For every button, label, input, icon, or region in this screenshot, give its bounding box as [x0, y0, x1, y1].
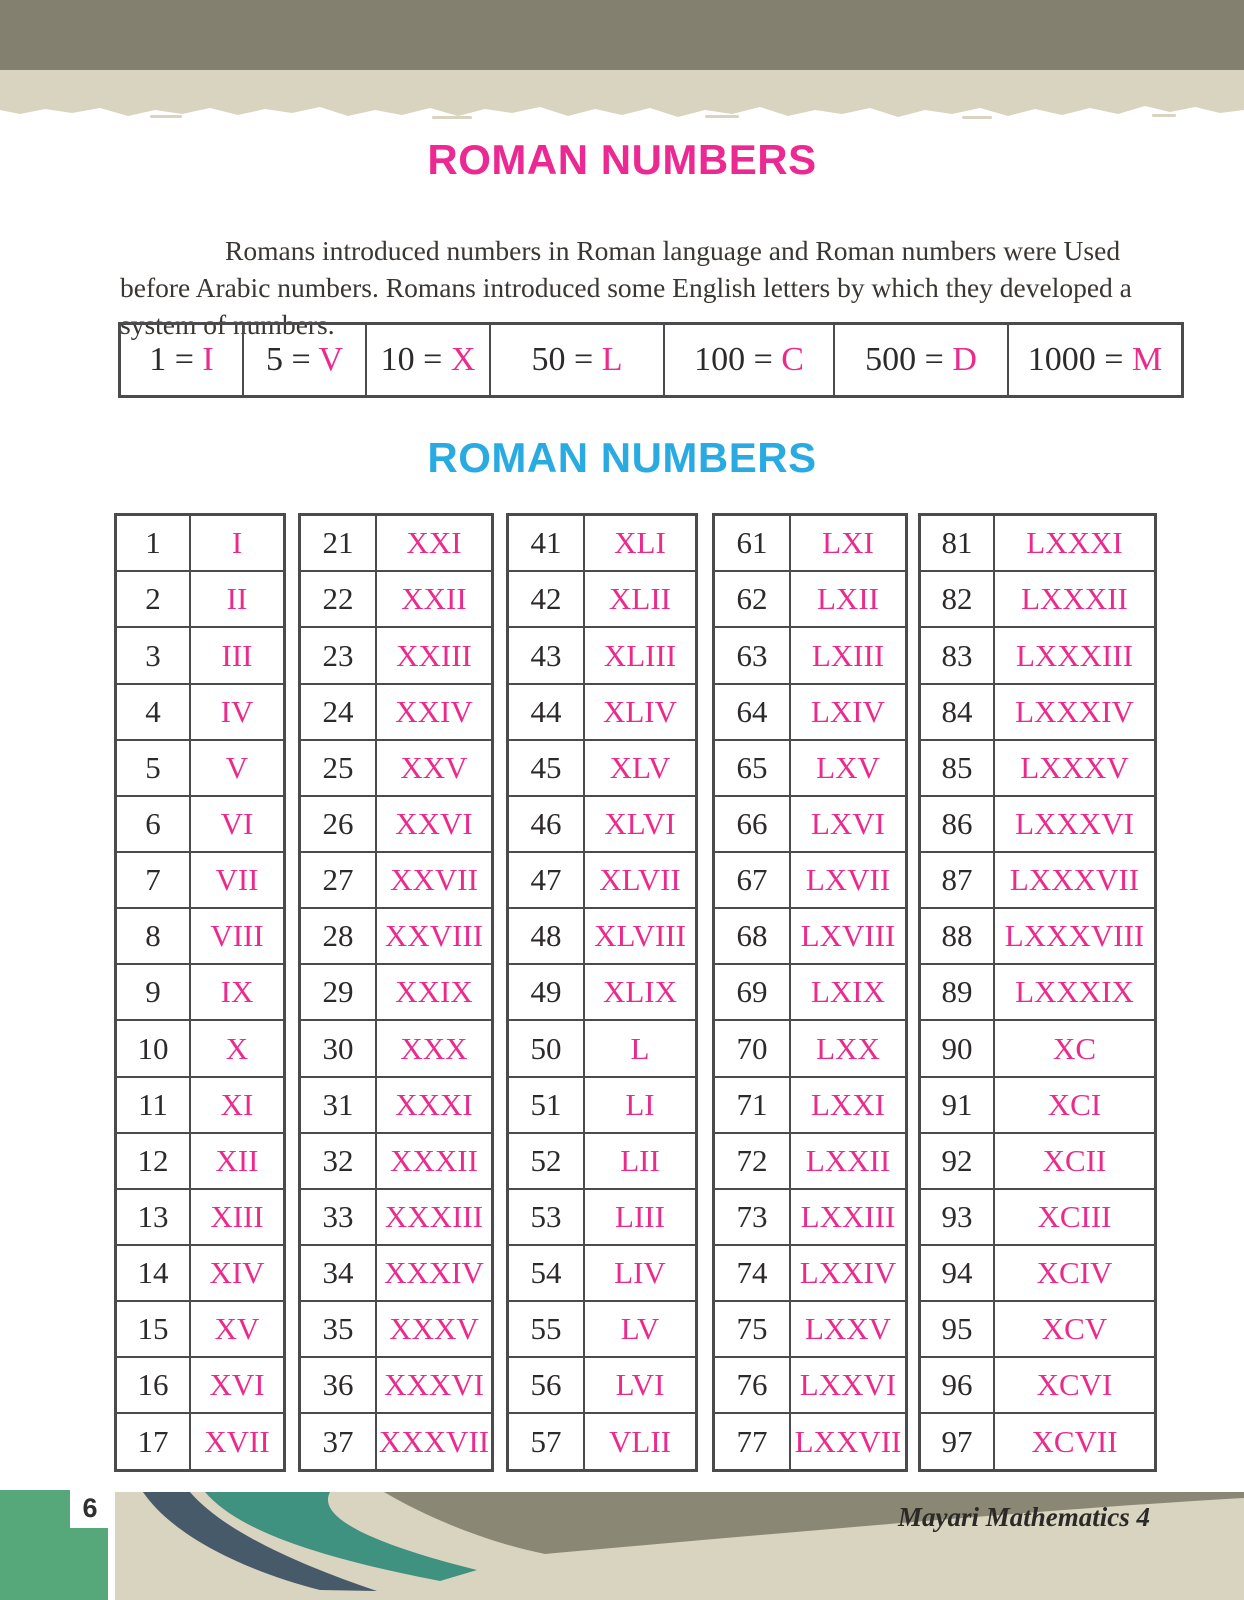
roman-numeral-cell: LII [584, 1133, 697, 1189]
arabic-number-cell: 97 [920, 1413, 995, 1470]
arabic-number-cell: 62 [714, 571, 791, 627]
roman-table-row [714, 1077, 907, 1133]
roman-table-row [300, 571, 493, 627]
arabic-number-cell: 53 [508, 1189, 585, 1245]
roman-numeral-cell: XXXIII [376, 1189, 493, 1245]
conversion-roman-letter: L [601, 341, 623, 378]
arabic-number-cell: 41 [508, 515, 585, 572]
section-title-roman-numbers: ROMAN NUMBERS [427, 434, 817, 481]
roman-numeral-cell: XXXVII [376, 1413, 493, 1470]
arabic-number-cell: 32 [300, 1133, 377, 1189]
roman-numeral-cell: XVII [190, 1413, 285, 1470]
arabic-number-cell: 11 [116, 1077, 191, 1133]
arabic-number-cell: 57 [508, 1413, 585, 1470]
conversion-arabic-value: 100 = [694, 341, 782, 378]
roman-numeral-cell: XLIX [584, 964, 697, 1020]
roman-numeral-cell: XXI [376, 515, 493, 572]
roman-table-row [714, 964, 907, 1020]
arabic-number-cell: 1 [116, 515, 191, 572]
roman-table-row [508, 908, 697, 964]
roman-table-row [300, 1020, 493, 1076]
arabic-number-cell: 68 [714, 908, 791, 964]
roman-table-row [920, 571, 1156, 627]
roman-numeral-cell: LXVII [790, 852, 907, 908]
arabic-number-cell: 69 [714, 964, 791, 1020]
roman-numeral-cell: LXXXVIII [994, 908, 1156, 964]
arabic-number-cell: 76 [714, 1357, 791, 1413]
roman-table-row [920, 1077, 1156, 1133]
conversion-arabic-value: 1 = [149, 341, 203, 378]
roman-table-row [714, 571, 907, 627]
page-number-badge [70, 1488, 110, 1528]
roman-table-row [508, 796, 697, 852]
roman-table-row [116, 964, 285, 1020]
roman-numeral-cell: III [190, 627, 285, 683]
roman-numeral-cell: LXI [790, 515, 907, 572]
roman-numeral-cell: XXX [376, 1020, 493, 1076]
conversion-roman-letter: X [450, 341, 476, 378]
roman-table-row [920, 1357, 1156, 1413]
conversion-cell [120, 324, 244, 397]
arabic-number-cell: 29 [300, 964, 377, 1020]
roman-numeral-cell: LXXXI [994, 515, 1156, 572]
roman-table-row [920, 515, 1156, 572]
arabic-number-cell: 23 [300, 627, 377, 683]
roman-table-row [508, 1077, 697, 1133]
arabic-number-cell: 90 [920, 1020, 995, 1076]
arabic-number-cell: 85 [920, 740, 995, 796]
roman-numeral-cell: V [190, 740, 285, 796]
arabic-number-cell: 71 [714, 1077, 791, 1133]
roman-numeral-cell: LXIII [790, 627, 907, 683]
roman-table-row [714, 908, 907, 964]
conversion-cell [664, 324, 834, 397]
roman-table-row [300, 627, 493, 683]
roman-table-row [714, 1133, 907, 1189]
arabic-number-cell: 84 [920, 684, 995, 740]
roman-numeral-cell: LXXXIV [994, 684, 1156, 740]
arabic-number-cell: 2 [116, 571, 191, 627]
roman-numeral-cell: LXXXIII [994, 627, 1156, 683]
roman-numeral-cell: VI [190, 796, 285, 852]
arabic-number-cell: 37 [300, 1413, 377, 1470]
roman-table-row [300, 908, 493, 964]
arabic-number-cell: 75 [714, 1301, 791, 1357]
arabic-number-cell: 35 [300, 1301, 377, 1357]
roman-table-row [116, 1189, 285, 1245]
roman-table-row [300, 515, 493, 572]
conversion-cell [243, 324, 366, 397]
roman-numeral-cell: LXVIII [790, 908, 907, 964]
intro-paragraph: Romans introduced numbers in Roman language and Roman numbers were Used before Arabic numbers. Romans introduced some English letters by which they developed a system of numbers. [120, 234, 1132, 340]
arabic-number-cell: 6 [116, 796, 191, 852]
roman-numeral-cell: XXV [376, 740, 493, 796]
roman-conversion-row [120, 324, 1183, 397]
arabic-number-cell: 88 [920, 908, 995, 964]
roman-table-row [920, 908, 1156, 964]
arabic-number-cell: 3 [116, 627, 191, 683]
torn-paper-edge [0, 98, 1244, 124]
arabic-number-cell: 26 [300, 796, 377, 852]
roman-numeral-cell: LXXVI [790, 1357, 907, 1413]
roman-table-row [508, 627, 697, 683]
roman-numeral-cell: LXXXVII [994, 852, 1156, 908]
roman-numeral-cell: LIII [584, 1189, 697, 1245]
roman-table-row [714, 1245, 907, 1301]
roman-numeral-cell: XXVI [376, 796, 493, 852]
roman-numeral-cell: XXXI [376, 1077, 493, 1133]
roman-numeral-cell: LIV [584, 1245, 697, 1301]
roman-table-row [508, 515, 697, 572]
roman-numeral-cell: VLII [584, 1413, 697, 1470]
roman-table-group-3 [506, 513, 698, 1472]
page-number: 6 [82, 1492, 98, 1523]
arabic-number-cell: 96 [920, 1357, 995, 1413]
roman-numeral-cell: LI [584, 1077, 697, 1133]
arabic-number-cell: 45 [508, 740, 585, 796]
roman-table-row [300, 1301, 493, 1357]
roman-table-row [508, 1020, 697, 1076]
arabic-number-cell: 5 [116, 740, 191, 796]
arabic-number-cell: 49 [508, 964, 585, 1020]
roman-table-row [300, 964, 493, 1020]
roman-table-row [714, 1413, 907, 1470]
roman-numeral-cell: XXIII [376, 627, 493, 683]
roman-table-row [920, 1133, 1156, 1189]
arabic-number-cell: 72 [714, 1133, 791, 1189]
arabic-number-cell: 63 [714, 627, 791, 683]
roman-numeral-cell: IX [190, 964, 285, 1020]
roman-numeral-cell: LXXXII [994, 571, 1156, 627]
roman-table-row [116, 1077, 285, 1133]
roman-numeral-cell: XXVIII [376, 908, 493, 964]
roman-table-row [116, 1133, 285, 1189]
roman-table-row [116, 1245, 285, 1301]
roman-numeral-cell: XXXII [376, 1133, 493, 1189]
roman-numeral-cell: LXXIII [790, 1189, 907, 1245]
arabic-number-cell: 13 [116, 1189, 191, 1245]
arabic-number-cell: 47 [508, 852, 585, 908]
roman-table-row [116, 515, 285, 572]
roman-table-row [714, 1301, 907, 1357]
roman-numeral-cell: LXXXIX [994, 964, 1156, 1020]
roman-table-row [300, 1189, 493, 1245]
roman-table-row [300, 852, 493, 908]
roman-numeral-cell: XXXIV [376, 1245, 493, 1301]
arabic-number-cell: 9 [116, 964, 191, 1020]
roman-table-row [300, 1245, 493, 1301]
roman-table-row [920, 627, 1156, 683]
arabic-number-cell: 82 [920, 571, 995, 627]
roman-table-row [508, 1189, 697, 1245]
roman-numeral-cell: XII [190, 1133, 285, 1189]
roman-numeral-cell: XCIII [994, 1189, 1156, 1245]
roman-numeral-cell: LXXXV [994, 740, 1156, 796]
arabic-number-cell: 92 [920, 1133, 995, 1189]
roman-numeral-cell: LXV [790, 740, 907, 796]
roman-numeral-cell: XXVII [376, 852, 493, 908]
arabic-number-cell: 24 [300, 684, 377, 740]
roman-table-row [508, 571, 697, 627]
roman-table-row [714, 1189, 907, 1245]
arabic-number-cell: 42 [508, 571, 585, 627]
roman-table-row [300, 1133, 493, 1189]
roman-numeral-cell: XI [190, 1077, 285, 1133]
roman-numeral-cell: XIV [190, 1245, 285, 1301]
roman-numeral-cell: XXXVI [376, 1357, 493, 1413]
arabic-number-cell: 95 [920, 1301, 995, 1357]
roman-table-row [920, 1020, 1156, 1076]
roman-numeral-cell: LXXV [790, 1301, 907, 1357]
roman-table-row [116, 852, 285, 908]
roman-numeral-cell: LVI [584, 1357, 697, 1413]
conversion-row [120, 324, 1183, 397]
roman-table-group-4 [712, 513, 908, 1472]
roman-table-row [508, 1357, 697, 1413]
roman-numeral-cell: XLVIII [584, 908, 697, 964]
roman-table-row [116, 908, 285, 964]
roman-table-row [714, 1357, 907, 1413]
arabic-number-cell: 70 [714, 1020, 791, 1076]
arabic-number-cell: 44 [508, 684, 585, 740]
roman-table-row [116, 684, 285, 740]
roman-table-group-5 [918, 513, 1157, 1472]
roman-numeral-cell: LXXI [790, 1077, 907, 1133]
roman-numeral-cell: LXXVII [790, 1413, 907, 1470]
arabic-number-cell: 16 [116, 1357, 191, 1413]
conversion-arabic-value: 50 = [531, 341, 602, 378]
arabic-number-cell: 61 [714, 515, 791, 572]
arabic-number-cell: 12 [116, 1133, 191, 1189]
roman-table-row [508, 740, 697, 796]
conversion-roman-letter: I [202, 341, 214, 378]
arabic-number-cell: 74 [714, 1245, 791, 1301]
roman-numeral-cell: VIII [190, 908, 285, 964]
conversion-cell [1008, 324, 1183, 397]
conversion-cell [490, 324, 664, 397]
roman-numeral-cell: XLIV [584, 684, 697, 740]
arabic-number-cell: 31 [300, 1077, 377, 1133]
roman-table-row [920, 1301, 1156, 1357]
conversion-roman-letter: M [1131, 341, 1163, 378]
roman-table-group-2 [298, 513, 494, 1472]
roman-numeral-cell: XXII [376, 571, 493, 627]
roman-numeral-cell: LXXII [790, 1133, 907, 1189]
roman-table-row [116, 740, 285, 796]
arabic-number-cell: 48 [508, 908, 585, 964]
conversion-arabic-value: 10 = [380, 341, 451, 378]
roman-table-row [920, 964, 1156, 1020]
roman-numeral-cell: IV [190, 684, 285, 740]
roman-table-row [714, 1020, 907, 1076]
arabic-number-cell: 89 [920, 964, 995, 1020]
arabic-number-cell: 54 [508, 1245, 585, 1301]
arabic-number-cell: 14 [116, 1245, 191, 1301]
roman-table-row [116, 796, 285, 852]
roman-table-row [920, 852, 1156, 908]
roman-table-row [508, 1301, 697, 1357]
page-title-roman-numbers: ROMAN NUMBERS [427, 136, 817, 183]
roman-table-row [920, 1245, 1156, 1301]
roman-table-row [116, 1413, 285, 1470]
arabic-number-cell: 30 [300, 1020, 377, 1076]
roman-table-row [300, 684, 493, 740]
roman-table-row [116, 1020, 285, 1076]
roman-table-row [300, 1413, 493, 1470]
roman-numeral-cell: XXXV [376, 1301, 493, 1357]
arabic-number-cell: 77 [714, 1413, 791, 1470]
roman-numeral-cell: XLV [584, 740, 697, 796]
roman-table-row [300, 796, 493, 852]
roman-numeral-cell: X [190, 1020, 285, 1076]
roman-numeral-cell: XCIV [994, 1245, 1156, 1301]
roman-numeral-cell: LXXIV [790, 1245, 907, 1301]
arabic-number-cell: 33 [300, 1189, 377, 1245]
roman-numeral-cell: LV [584, 1301, 697, 1357]
arabic-number-cell: 51 [508, 1077, 585, 1133]
conversion-cell [834, 324, 1008, 397]
roman-table-group-1 [114, 513, 286, 1472]
arabic-number-cell: 34 [300, 1245, 377, 1301]
roman-table-row [300, 1077, 493, 1133]
arabic-number-cell: 28 [300, 908, 377, 964]
roman-numeral-cell: XLVII [584, 852, 697, 908]
roman-table-row [920, 740, 1156, 796]
roman-table-row [116, 1357, 285, 1413]
roman-numeral-cell: II [190, 571, 285, 627]
roman-table-row [714, 740, 907, 796]
roman-conversion-table [118, 322, 1184, 398]
roman-table-row [920, 796, 1156, 852]
roman-table-row [508, 1413, 697, 1470]
roman-table-row [508, 964, 697, 1020]
roman-numeral-cell: XC [994, 1020, 1156, 1076]
conversion-arabic-value: 5 = [265, 341, 319, 378]
roman-table-row [714, 852, 907, 908]
roman-numeral-cell: LXIX [790, 964, 907, 1020]
roman-numeral-cell: LXVI [790, 796, 907, 852]
roman-numeral-cell: XCV [994, 1301, 1156, 1357]
roman-numeral-cell: XLI [584, 515, 697, 572]
roman-numeral-cell: LXXXVI [994, 796, 1156, 852]
roman-table-row [116, 627, 285, 683]
header-beige-band [0, 70, 1244, 98]
roman-numeral-cell: XCVII [994, 1413, 1156, 1470]
arabic-number-cell: 4 [116, 684, 191, 740]
roman-table-row [920, 684, 1156, 740]
arabic-number-cell: 50 [508, 1020, 585, 1076]
book-title: Mayari Mathematics 4 [897, 1502, 1150, 1532]
arabic-number-cell: 17 [116, 1413, 191, 1470]
roman-table-row [714, 684, 907, 740]
arabic-number-cell: 83 [920, 627, 995, 683]
conversion-arabic-value: 500 = [865, 341, 953, 378]
roman-table-row [920, 1413, 1156, 1470]
conversion-roman-letter: D [952, 341, 977, 378]
arabic-number-cell: 64 [714, 684, 791, 740]
arabic-number-cell: 21 [300, 515, 377, 572]
arabic-number-cell: 56 [508, 1357, 585, 1413]
arabic-number-cell: 43 [508, 627, 585, 683]
arabic-number-cell: 91 [920, 1077, 995, 1133]
conversion-roman-letter: C [781, 341, 804, 378]
arabic-number-cell: 8 [116, 908, 191, 964]
roman-table-row [116, 571, 285, 627]
arabic-number-cell: 65 [714, 740, 791, 796]
roman-table-row [300, 740, 493, 796]
conversion-roman-letter: V [318, 341, 344, 378]
roman-numeral-cell: XCII [994, 1133, 1156, 1189]
roman-numeral-cell: LXX [790, 1020, 907, 1076]
roman-table-row [116, 1301, 285, 1357]
roman-table-row [714, 515, 907, 572]
arabic-number-cell: 81 [920, 515, 995, 572]
roman-table-row [508, 1133, 697, 1189]
roman-numeral-cell: L [584, 1020, 697, 1076]
conversion-cell [366, 324, 490, 397]
arabic-number-cell: 46 [508, 796, 585, 852]
roman-table-row [300, 1357, 493, 1413]
header-top-band [0, 0, 1244, 70]
arabic-number-cell: 67 [714, 852, 791, 908]
arabic-number-cell: 86 [920, 796, 995, 852]
roman-numeral-cell: XLII [584, 571, 697, 627]
roman-numeral-cell: LXII [790, 571, 907, 627]
arabic-number-cell: 10 [116, 1020, 191, 1076]
arabic-number-cell: 25 [300, 740, 377, 796]
roman-table-row [714, 627, 907, 683]
roman-numeral-cell: XCVI [994, 1357, 1156, 1413]
roman-numeral-cell: XXIX [376, 964, 493, 1020]
roman-numeral-cell: VII [190, 852, 285, 908]
arabic-number-cell: 87 [920, 852, 995, 908]
arabic-number-cell: 27 [300, 852, 377, 908]
arabic-number-cell: 73 [714, 1189, 791, 1245]
roman-table-row [920, 1189, 1156, 1245]
roman-table-row [714, 796, 907, 852]
arabic-number-cell: 55 [508, 1301, 585, 1357]
roman-numeral-cell: XVI [190, 1357, 285, 1413]
arabic-number-cell: 15 [116, 1301, 191, 1357]
arabic-number-cell: 7 [116, 852, 191, 908]
arabic-number-cell: 94 [920, 1245, 995, 1301]
roman-table-row [508, 852, 697, 908]
roman-numeral-cell: LXIV [790, 684, 907, 740]
roman-numeral-cell: XXIV [376, 684, 493, 740]
arabic-number-cell: 66 [714, 796, 791, 852]
roman-numeral-cell: XIII [190, 1189, 285, 1245]
roman-table-row [508, 684, 697, 740]
arabic-number-cell: 36 [300, 1357, 377, 1413]
arabic-number-cell: 52 [508, 1133, 585, 1189]
roman-numeral-cell: XLVI [584, 796, 697, 852]
roman-numeral-cell: XV [190, 1301, 285, 1357]
roman-numeral-cell: XCI [994, 1077, 1156, 1133]
roman-numeral-cell: XLIII [584, 627, 697, 683]
conversion-arabic-value: 1000 = [1027, 341, 1132, 378]
arabic-number-cell: 22 [300, 571, 377, 627]
roman-numeral-cell: I [190, 515, 285, 572]
roman-table-row [508, 1245, 697, 1301]
arabic-number-cell: 93 [920, 1189, 995, 1245]
